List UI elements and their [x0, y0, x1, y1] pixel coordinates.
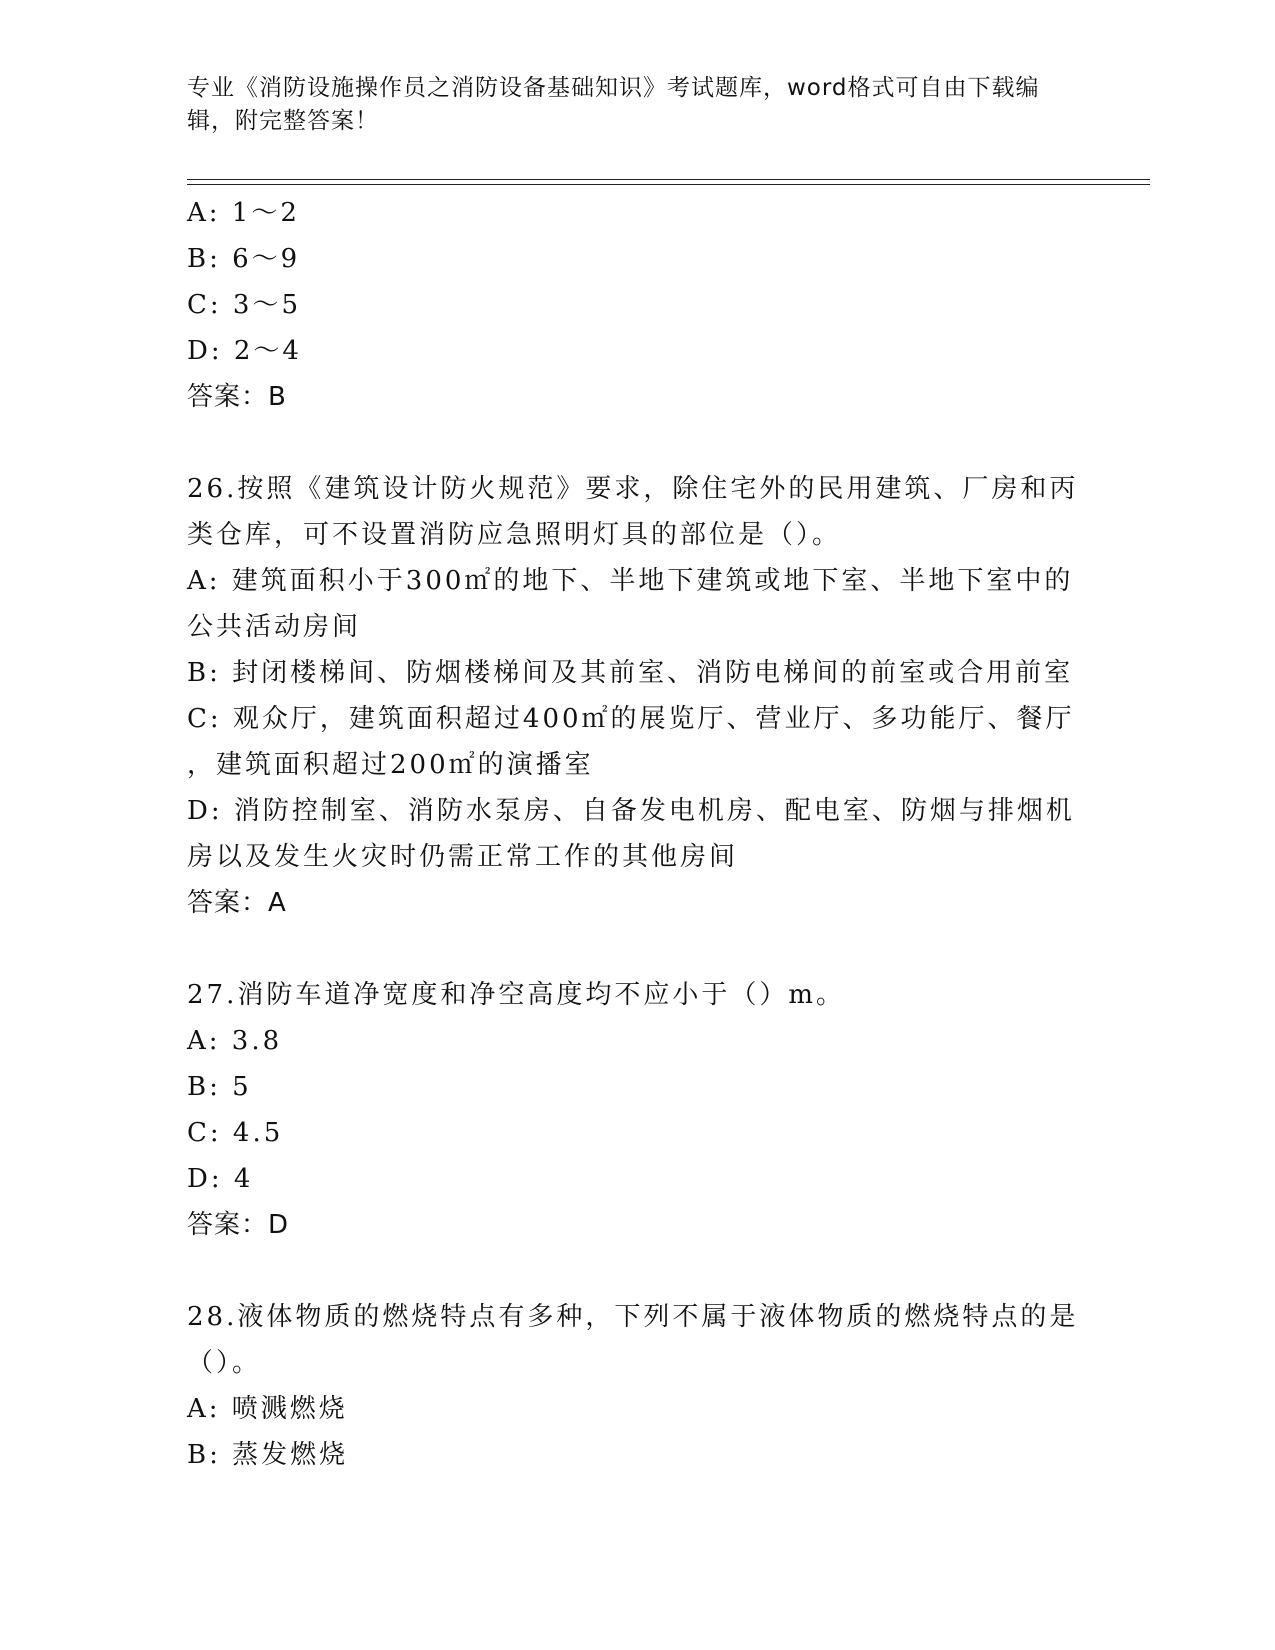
header-rule-bottom [187, 184, 1150, 185]
question-block-28 [187, 1294, 1087, 1478]
option-c-continued: ，建筑面积超过200㎡的演播室 [187, 750, 594, 780]
question-block-26 [187, 466, 1087, 926]
question-text: 28.液体物质的燃烧特点有多种，下列不属于液体物质的燃烧特点的是 [187, 1302, 1079, 1332]
option-d-continued: 房以及发生火灾时仍需正常工作的其他房间 [187, 842, 739, 872]
question-block-25 [187, 190, 1087, 420]
option-a: A: 3.8 [187, 1026, 283, 1056]
answer-line: 答案：B [187, 382, 287, 412]
option-b: B: 5 [187, 1072, 252, 1102]
option-a: A: 1～2 [187, 198, 300, 228]
option-a: A: 喷溅燃烧 [187, 1394, 348, 1424]
answer-line: 答案：A [187, 888, 287, 918]
question-content [187, 190, 1087, 1478]
option-a-continued: 公共活动房间 [187, 612, 362, 642]
header-rule-top [187, 179, 1150, 180]
option-a: A: 建筑面积小于300㎡的地下、半地下建筑或地下室、半地下室中的 [187, 566, 1074, 596]
option-c: C: 3～5 [187, 290, 302, 320]
question-text-continued: 类仓库，可不设置消防应急照明灯具的部位是（）。 [187, 520, 842, 550]
option-d: D: 2～4 [187, 336, 302, 366]
option-d: D: 4 [187, 1164, 254, 1194]
option-b: B: 6～9 [187, 244, 301, 274]
option-d: D: 消防控制室、消防水泵房、自备发电机房、配电室、防烟与排烟机 [187, 796, 1075, 826]
question-text: 26.按照《建筑设计防火规范》要求，除住宅外的民用建筑、厂房和丙 [187, 474, 1079, 504]
option-c: C: 4.5 [187, 1118, 284, 1148]
answer-line: 答案：D [187, 1210, 290, 1240]
option-b: B: 封闭楼梯间、防烟楼梯间及其前室、消防电梯间的前室或合用前室 [187, 658, 1074, 688]
question-text-continued: （）。 [187, 1348, 262, 1378]
option-b: B: 蒸发燃烧 [187, 1440, 349, 1470]
document-header: 专业《消防设施操作员之消防设备基础知识》考试题库，word格式可自由下载编辑，附完整答案！ [187, 75, 1040, 134]
question-block-27 [187, 972, 1087, 1248]
question-text: 27.消防车道净宽度和净空高度均不应小于（）m。 [187, 980, 846, 1010]
option-c: C: 观众厅，建筑面积超过400㎡的展览厅、营业厅、多功能厅、餐厅 [187, 704, 1075, 734]
